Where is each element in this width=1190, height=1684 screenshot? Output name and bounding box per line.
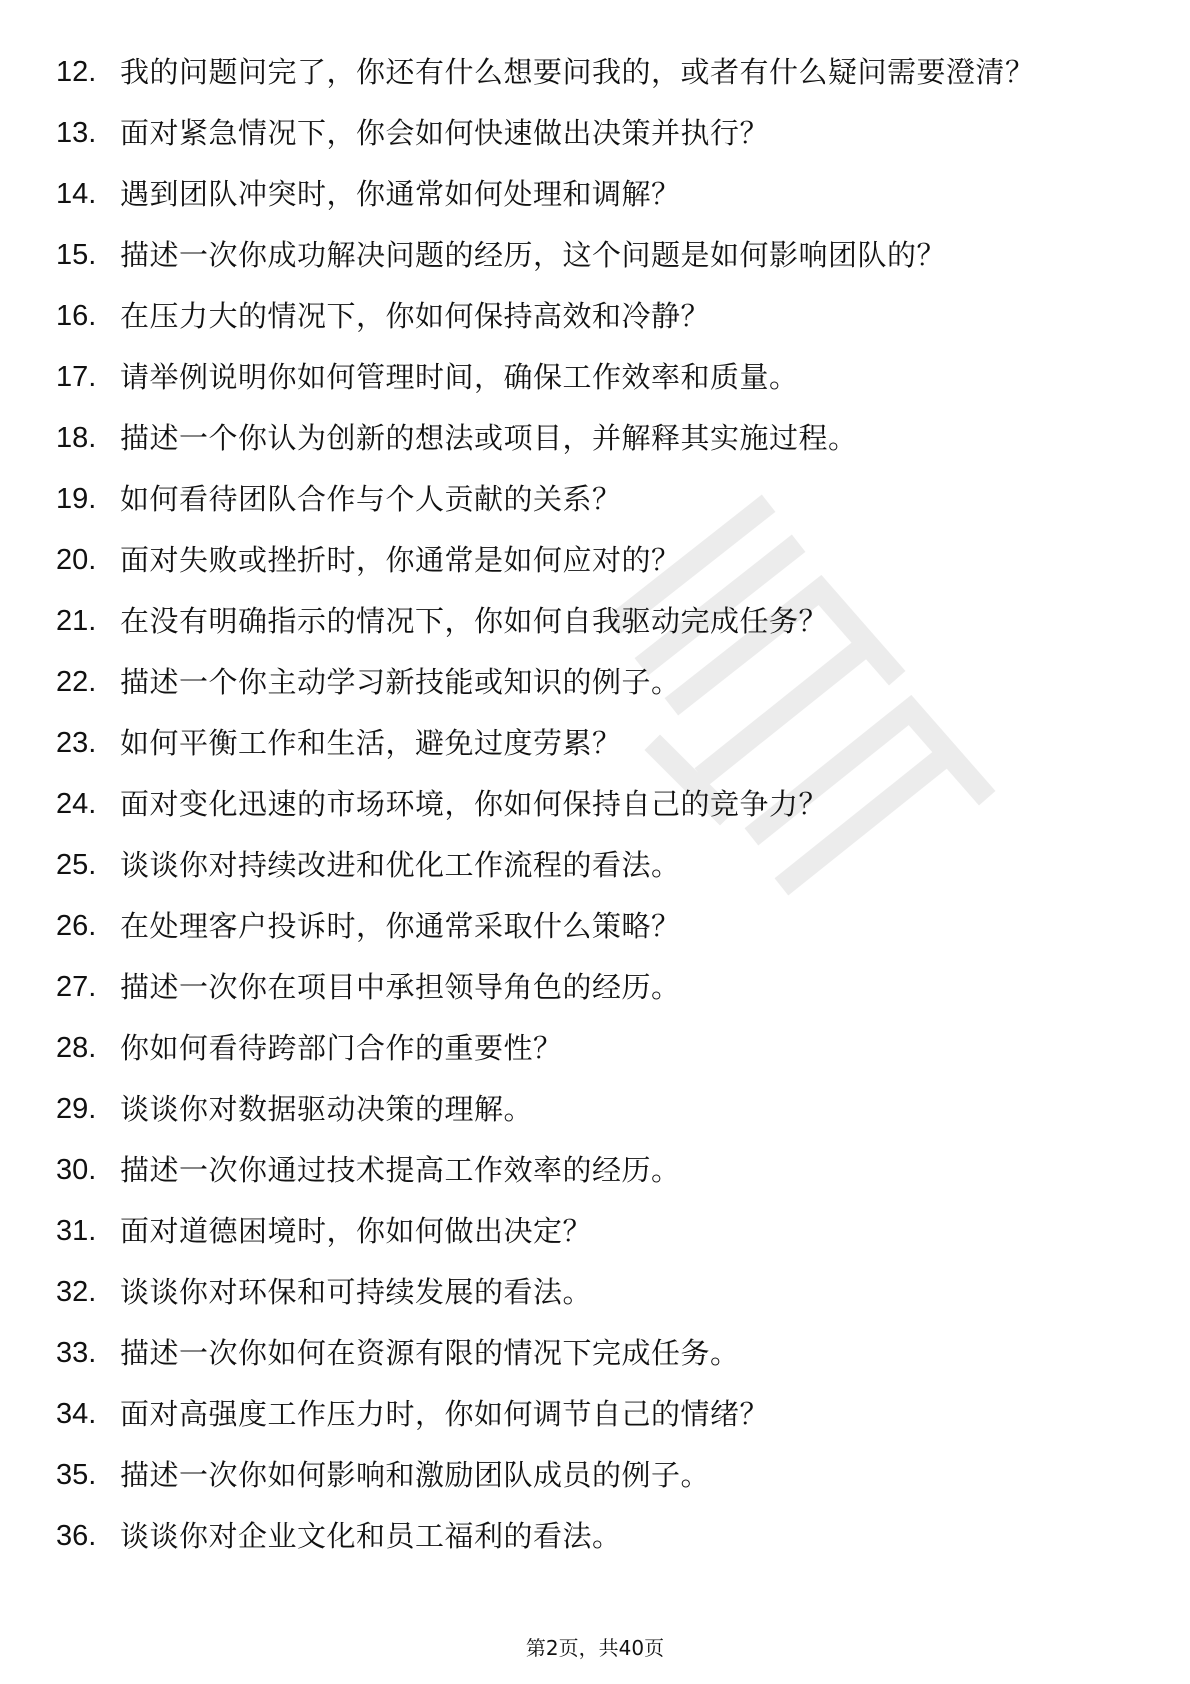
- question-item: [56, 172, 1116, 216]
- question-item: [56, 1026, 1116, 1070]
- question-item: [56, 721, 1116, 765]
- question-item: [56, 1270, 1116, 1314]
- question-list: [56, 50, 1116, 1575]
- question-item: [56, 660, 1116, 704]
- question-number: 29.: [56, 1093, 97, 1125]
- question-text: 描述一个你主动学习新技能或知识的例子。: [120, 665, 681, 699]
- question-number: 15.: [56, 239, 97, 271]
- question-text: 描述一次你在项目中承担领导角色的经历。: [120, 970, 681, 1004]
- question-text: 在压力大的情况下，你如何保持高效和冷静？: [120, 299, 711, 333]
- question-text: 谈谈你对企业文化和员工福利的看法。: [120, 1519, 622, 1553]
- question-number: 17.: [56, 361, 97, 393]
- question-item: [56, 416, 1116, 460]
- question-item: [56, 965, 1116, 1009]
- question-number: 19.: [56, 483, 97, 515]
- question-text: 描述一次你成功解决问题的经历，这个问题是如何影响团队的？: [120, 238, 947, 272]
- question-text: 遇到团队冲突时，你通常如何处理和调解？: [120, 177, 681, 211]
- question-item: [56, 233, 1116, 277]
- question-text: 面对紧急情况下，你会如何快速做出决策并执行？: [120, 116, 770, 150]
- question-text: 面对失败或挫折时，你通常是如何应对的？: [120, 543, 681, 577]
- question-text: 在处理客户投诉时，你通常采取什么策略？: [120, 909, 681, 943]
- question-number: 22.: [56, 666, 97, 698]
- question-text: 请举例说明你如何管理时间，确保工作效率和质量。: [120, 360, 799, 394]
- question-number: 14.: [56, 178, 97, 210]
- question-number: 27.: [56, 971, 97, 1003]
- question-text: 描述一次你通过技术提高工作效率的经历。: [120, 1153, 681, 1187]
- question-number: 36.: [56, 1520, 97, 1552]
- question-item: [56, 294, 1116, 338]
- question-number: 35.: [56, 1459, 97, 1491]
- question-number: 21.: [56, 605, 97, 637]
- question-text: 如何平衡工作和生活，避免过度劳累？: [120, 726, 622, 760]
- question-item: [56, 538, 1116, 582]
- question-text: 如何看待团队合作与个人贡献的关系？: [120, 482, 622, 516]
- question-text: 谈谈你对环保和可持续发展的看法。: [120, 1275, 593, 1309]
- question-item: [56, 1514, 1116, 1558]
- question-number: 23.: [56, 727, 97, 759]
- question-number: 31.: [56, 1215, 97, 1247]
- question-item: [56, 1392, 1116, 1436]
- question-item: [56, 50, 1116, 94]
- question-number: 24.: [56, 788, 97, 820]
- question-number: 13.: [56, 117, 97, 149]
- question-number: 16.: [56, 300, 97, 332]
- question-text: 描述一次你如何影响和激励团队成员的例子。: [120, 1458, 711, 1492]
- question-number: 12.: [56, 56, 97, 88]
- question-text: 谈谈你对持续改进和优化工作流程的看法。: [120, 848, 681, 882]
- question-item: [56, 782, 1116, 826]
- question-number: 25.: [56, 849, 97, 881]
- question-number: 18.: [56, 422, 97, 454]
- question-number: 20.: [56, 544, 97, 576]
- question-number: 28.: [56, 1032, 97, 1064]
- question-item: [56, 1209, 1116, 1253]
- question-text: 面对道德困境时，你如何做出决定？: [120, 1214, 593, 1248]
- question-text: 在没有明确指示的情况下，你如何自我驱动完成任务？: [120, 604, 829, 638]
- question-text: 我的问题问完了，你还有什么想要问我的，或者有什么疑问需要澄清？: [120, 55, 1035, 89]
- question-item: [56, 355, 1116, 399]
- question-number: 34.: [56, 1398, 97, 1430]
- question-number: 33.: [56, 1337, 97, 1369]
- question-text: 面对变化迅速的市场环境，你如何保持自己的竞争力？: [120, 787, 829, 821]
- question-item: [56, 1087, 1116, 1131]
- page-number: 第2页，共40页: [525, 1636, 665, 1660]
- question-item: [56, 1148, 1116, 1192]
- question-text: 你如何看待跨部门合作的重要性？: [120, 1031, 563, 1065]
- question-item: [56, 843, 1116, 887]
- question-number: 32.: [56, 1276, 97, 1308]
- question-item: [56, 904, 1116, 948]
- question-number: 30.: [56, 1154, 97, 1186]
- question-text: 描述一次你如何在资源有限的情况下完成任务。: [120, 1336, 740, 1370]
- question-text: 谈谈你对数据驱动决策的理解。: [120, 1092, 534, 1126]
- question-item: [56, 1453, 1116, 1497]
- question-item: [56, 599, 1116, 643]
- question-item: [56, 1331, 1116, 1375]
- question-number: 26.: [56, 910, 97, 942]
- question-text: 描述一个你认为创新的想法或项目，并解释其实施过程。: [120, 421, 858, 455]
- question-item: [56, 477, 1116, 521]
- question-text: 面对高强度工作压力时，你如何调节自己的情绪？: [120, 1397, 770, 1431]
- question-item: [56, 111, 1116, 155]
